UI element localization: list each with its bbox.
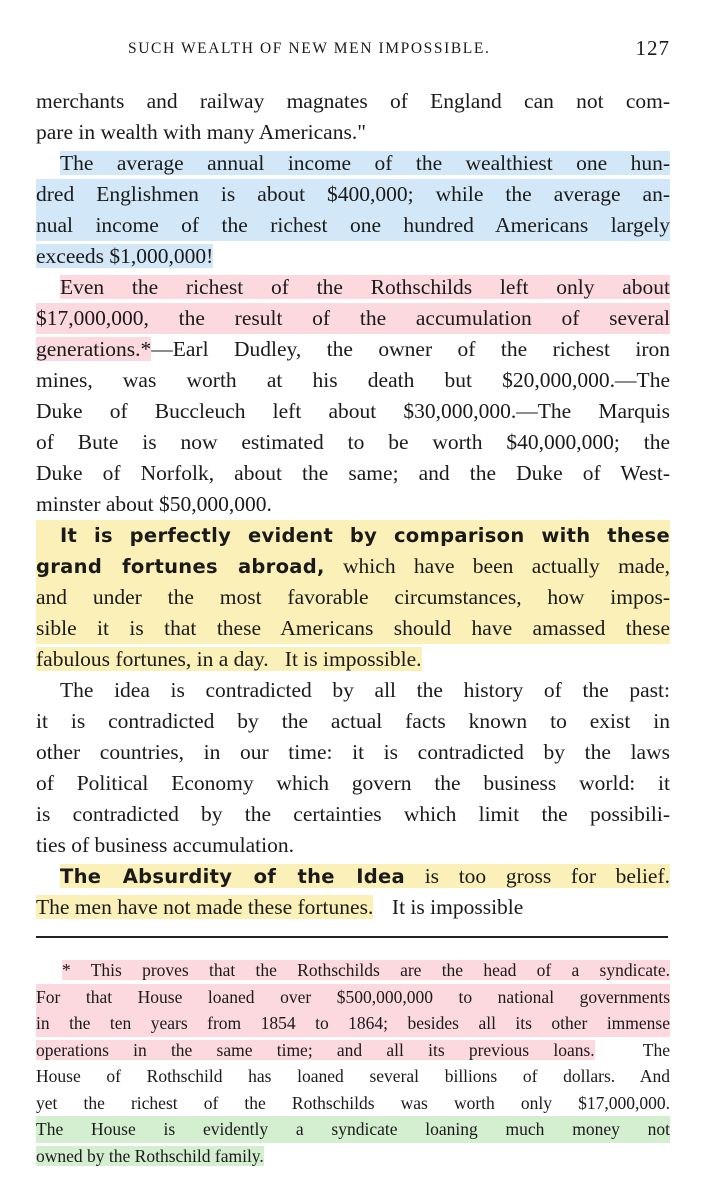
- text-segment: —Earl Dudley, the owner of the richest iron: [151, 337, 670, 361]
- text-line: [36, 334, 670, 365]
- text-line: other countries, in our time: it is contradicted by the laws: [36, 740, 670, 764]
- text-line: [36, 148, 670, 179]
- footnote-divider: [36, 936, 668, 938]
- bold-phrase: The Absurdity of the Idea: [60, 865, 406, 888]
- text-line: $17,000,000, the result of the accumulation of several: [36, 303, 670, 334]
- highlight-yellow: The men have not made these fortunes.: [36, 895, 374, 919]
- highlight-green: owned by the Rothschild family.: [36, 1145, 264, 1166]
- text-line: mines, was worth at his death but $20,000,000.—The: [36, 368, 670, 392]
- text-line: merchants and railway magnates of England can not com-: [36, 89, 670, 113]
- bold-phrase: grand fortunes abroad,: [36, 555, 325, 578]
- text-line: nual income of the richest one hundred Americans largely: [36, 210, 670, 241]
- highlight-pink: * This proves that the Rothschilds are the head of a syndicate.: [62, 960, 670, 980]
- text-line: The idea is contradicted by all the history of the past:: [60, 678, 670, 702]
- text-line: of Political Economy which govern the business world: it: [36, 771, 670, 795]
- page-header: [36, 36, 670, 66]
- footnote-line: For that House loaned over $500,000,000 to national governments: [36, 984, 670, 1011]
- text-line: of Bute is now estimated to be worth $40,000,000; the: [36, 430, 670, 454]
- text-segment: which have been actually made,: [324, 554, 670, 578]
- footnote-line: [36, 1143, 670, 1170]
- text-line: minster about $50,000,000.: [36, 492, 272, 516]
- text-line: dred Englishmen is about $400,000; while the average an-: [36, 179, 670, 210]
- text-segment: The: [594, 1039, 670, 1060]
- highlight-pink: Even the richest of the Rothschilds left only about: [60, 275, 670, 299]
- text-line: is contradicted by the certainties which limit the possibili-: [36, 802, 670, 826]
- text-segment: It is impossible: [381, 895, 524, 919]
- text-line: pare in wealth with many Americans.": [36, 120, 366, 144]
- text-line: [36, 644, 670, 675]
- text-line: It is perfectly evident by comparison with these: [36, 520, 670, 551]
- text-line: [36, 892, 670, 923]
- footnote-line: in the ten years from 1854 to 1864; besides all its other immense: [36, 1010, 670, 1037]
- text-line: [36, 551, 670, 582]
- text-line: sible it is that these Americans should have amassed these: [36, 613, 670, 644]
- footnote-line: [36, 957, 670, 984]
- highlight-yellow: [60, 864, 670, 888]
- footnote-line: The House is evidently a syndicate loaning much money not: [36, 1116, 670, 1143]
- text-line: Duke of Norfolk, about the same; and the Duke of West-: [36, 461, 670, 485]
- footnote-line: House of Rothschild has loaned several billions of dollars. And: [36, 1066, 670, 1086]
- highlight-blue: The average annual income of the wealthiest one hun-: [60, 151, 670, 175]
- footnote-line: yet the richest of the Rothschilds was worth only $17,000,000.: [36, 1092, 670, 1113]
- text-line: [36, 272, 670, 303]
- highlight-pink: operations in the same time; and all its previous loans.: [36, 1039, 595, 1060]
- text-line: it is contradicted by the actual facts known to exist in: [36, 709, 670, 733]
- text-line: Duke of Buccleuch left about $30,000,000.—The Marquis: [36, 399, 670, 423]
- text-line: ties of business accumulation.: [36, 833, 294, 857]
- text-segment: is too gross for belief.: [405, 864, 670, 888]
- highlight-pink: generations.*: [36, 337, 152, 361]
- text-line: [36, 241, 670, 272]
- text-line: and under the most favorable circumstances, how impos-: [36, 582, 670, 613]
- footnote-line: [36, 1037, 670, 1064]
- highlight-blue: exceeds $1,000,000!: [36, 244, 214, 268]
- highlight-yellow: fabulous fortunes, in a day. It is impossible.: [36, 647, 422, 671]
- running-title: SUCH WEALTH OF NEW MEN IMPOSSIBLE.: [128, 40, 491, 57]
- page-number: 127: [635, 36, 670, 60]
- text-line: [36, 861, 670, 892]
